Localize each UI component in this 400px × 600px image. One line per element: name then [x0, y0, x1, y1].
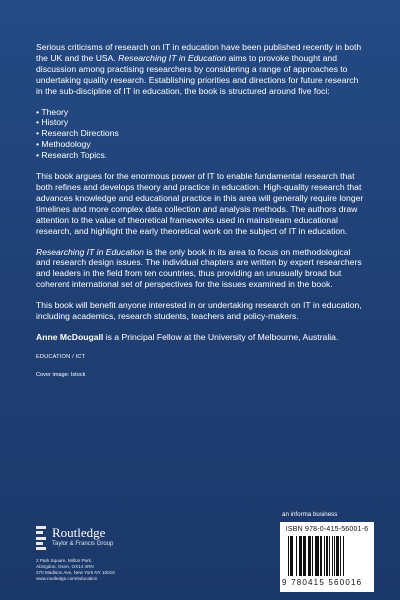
- author-name: Anne McDougall: [36, 331, 104, 342]
- address-line: 270 Madison Ave, New York NY 10016: [36, 570, 115, 575]
- focus-item: • Research Topics.: [36, 150, 366, 161]
- focus-item: • Research Directions: [36, 128, 366, 139]
- publisher-logo: [36, 526, 236, 550]
- blurb-p1-start: Serious criticisms of research on IT in education have been published recently in both the UK and the USA.: [36, 42, 362, 63]
- address-line: 2 Park Square, Milton Park,: [36, 558, 93, 563]
- book-title-inline: Researching IT in Education: [118, 52, 227, 63]
- publisher-name: Routledge: [52, 525, 106, 540]
- address-line: Abingdon, Oxon, OX14 4RN: [36, 564, 94, 569]
- focus-item: • History: [36, 117, 366, 128]
- author-bio: [36, 332, 366, 343]
- blurb-p1-end: aims to provoke thought and discussion among practising researchers by considering a range of approaches to undertaking quality research. Establishing priorities and directions for future research in the sub-discipline of IT in education, the book is structured around five foci:: [36, 52, 359, 96]
- publisher-block: [36, 526, 236, 582]
- barcode-bars: [288, 536, 366, 576]
- blurb-paragraph-4: This book will benefit anyone interested in or undertaking research on IT in education, including academics, research students, teachers and policy-makers.: [36, 300, 362, 322]
- blurb-paragraph-1: [36, 42, 366, 97]
- publisher-address: [36, 558, 236, 582]
- publisher-group: Taylor & Francis Group: [52, 541, 114, 547]
- blurb-p3-rest: is the only book in its area to focus on methodological and research design issues. The individual chapters are written by expert researchers and leaders in the field from ten countries, thus providing an unusually broad but coherent international set of perspectives for the issues examined in the book.: [36, 246, 362, 290]
- author-description: is a Principal Fellow at the University of Melbourne, Australia.: [103, 331, 339, 342]
- barcode-digits: 9 780415 560016: [282, 578, 363, 587]
- isbn-barcode: [280, 522, 374, 592]
- blurb-paragraph-3: [36, 247, 366, 291]
- focus-item: • Theory: [36, 107, 366, 118]
- isbn-label: ISBN 978-0-415-56001-6: [285, 526, 369, 533]
- subject-category: EDUCATION / ICT: [36, 353, 86, 360]
- blurb-paragraph-2: This book argues for the enormous power of IT to enable fundamental research that both refines and develops theory and practice in education. High-quality research that advances knowledge and educational practice in this area will generally require longer timelines and more complex data collection and analysis methods. The authors draw attention to the value of theoretical frameworks used in mainstream educational research, and highlight the early theoretical work on the subject of IT in education.: [36, 171, 364, 236]
- foci-list: [36, 107, 366, 162]
- cover-image-credit: Cover image: Istock: [36, 371, 86, 378]
- routledge-logo-icon: [36, 526, 46, 550]
- book-title-inline: Researching IT in Education: [36, 246, 144, 257]
- informa-tagline: an informa business: [282, 511, 338, 518]
- focus-item: • Methodology: [36, 139, 366, 150]
- address-line: www.routledge.com/education: [36, 576, 98, 581]
- blurb-text: [36, 42, 366, 389]
